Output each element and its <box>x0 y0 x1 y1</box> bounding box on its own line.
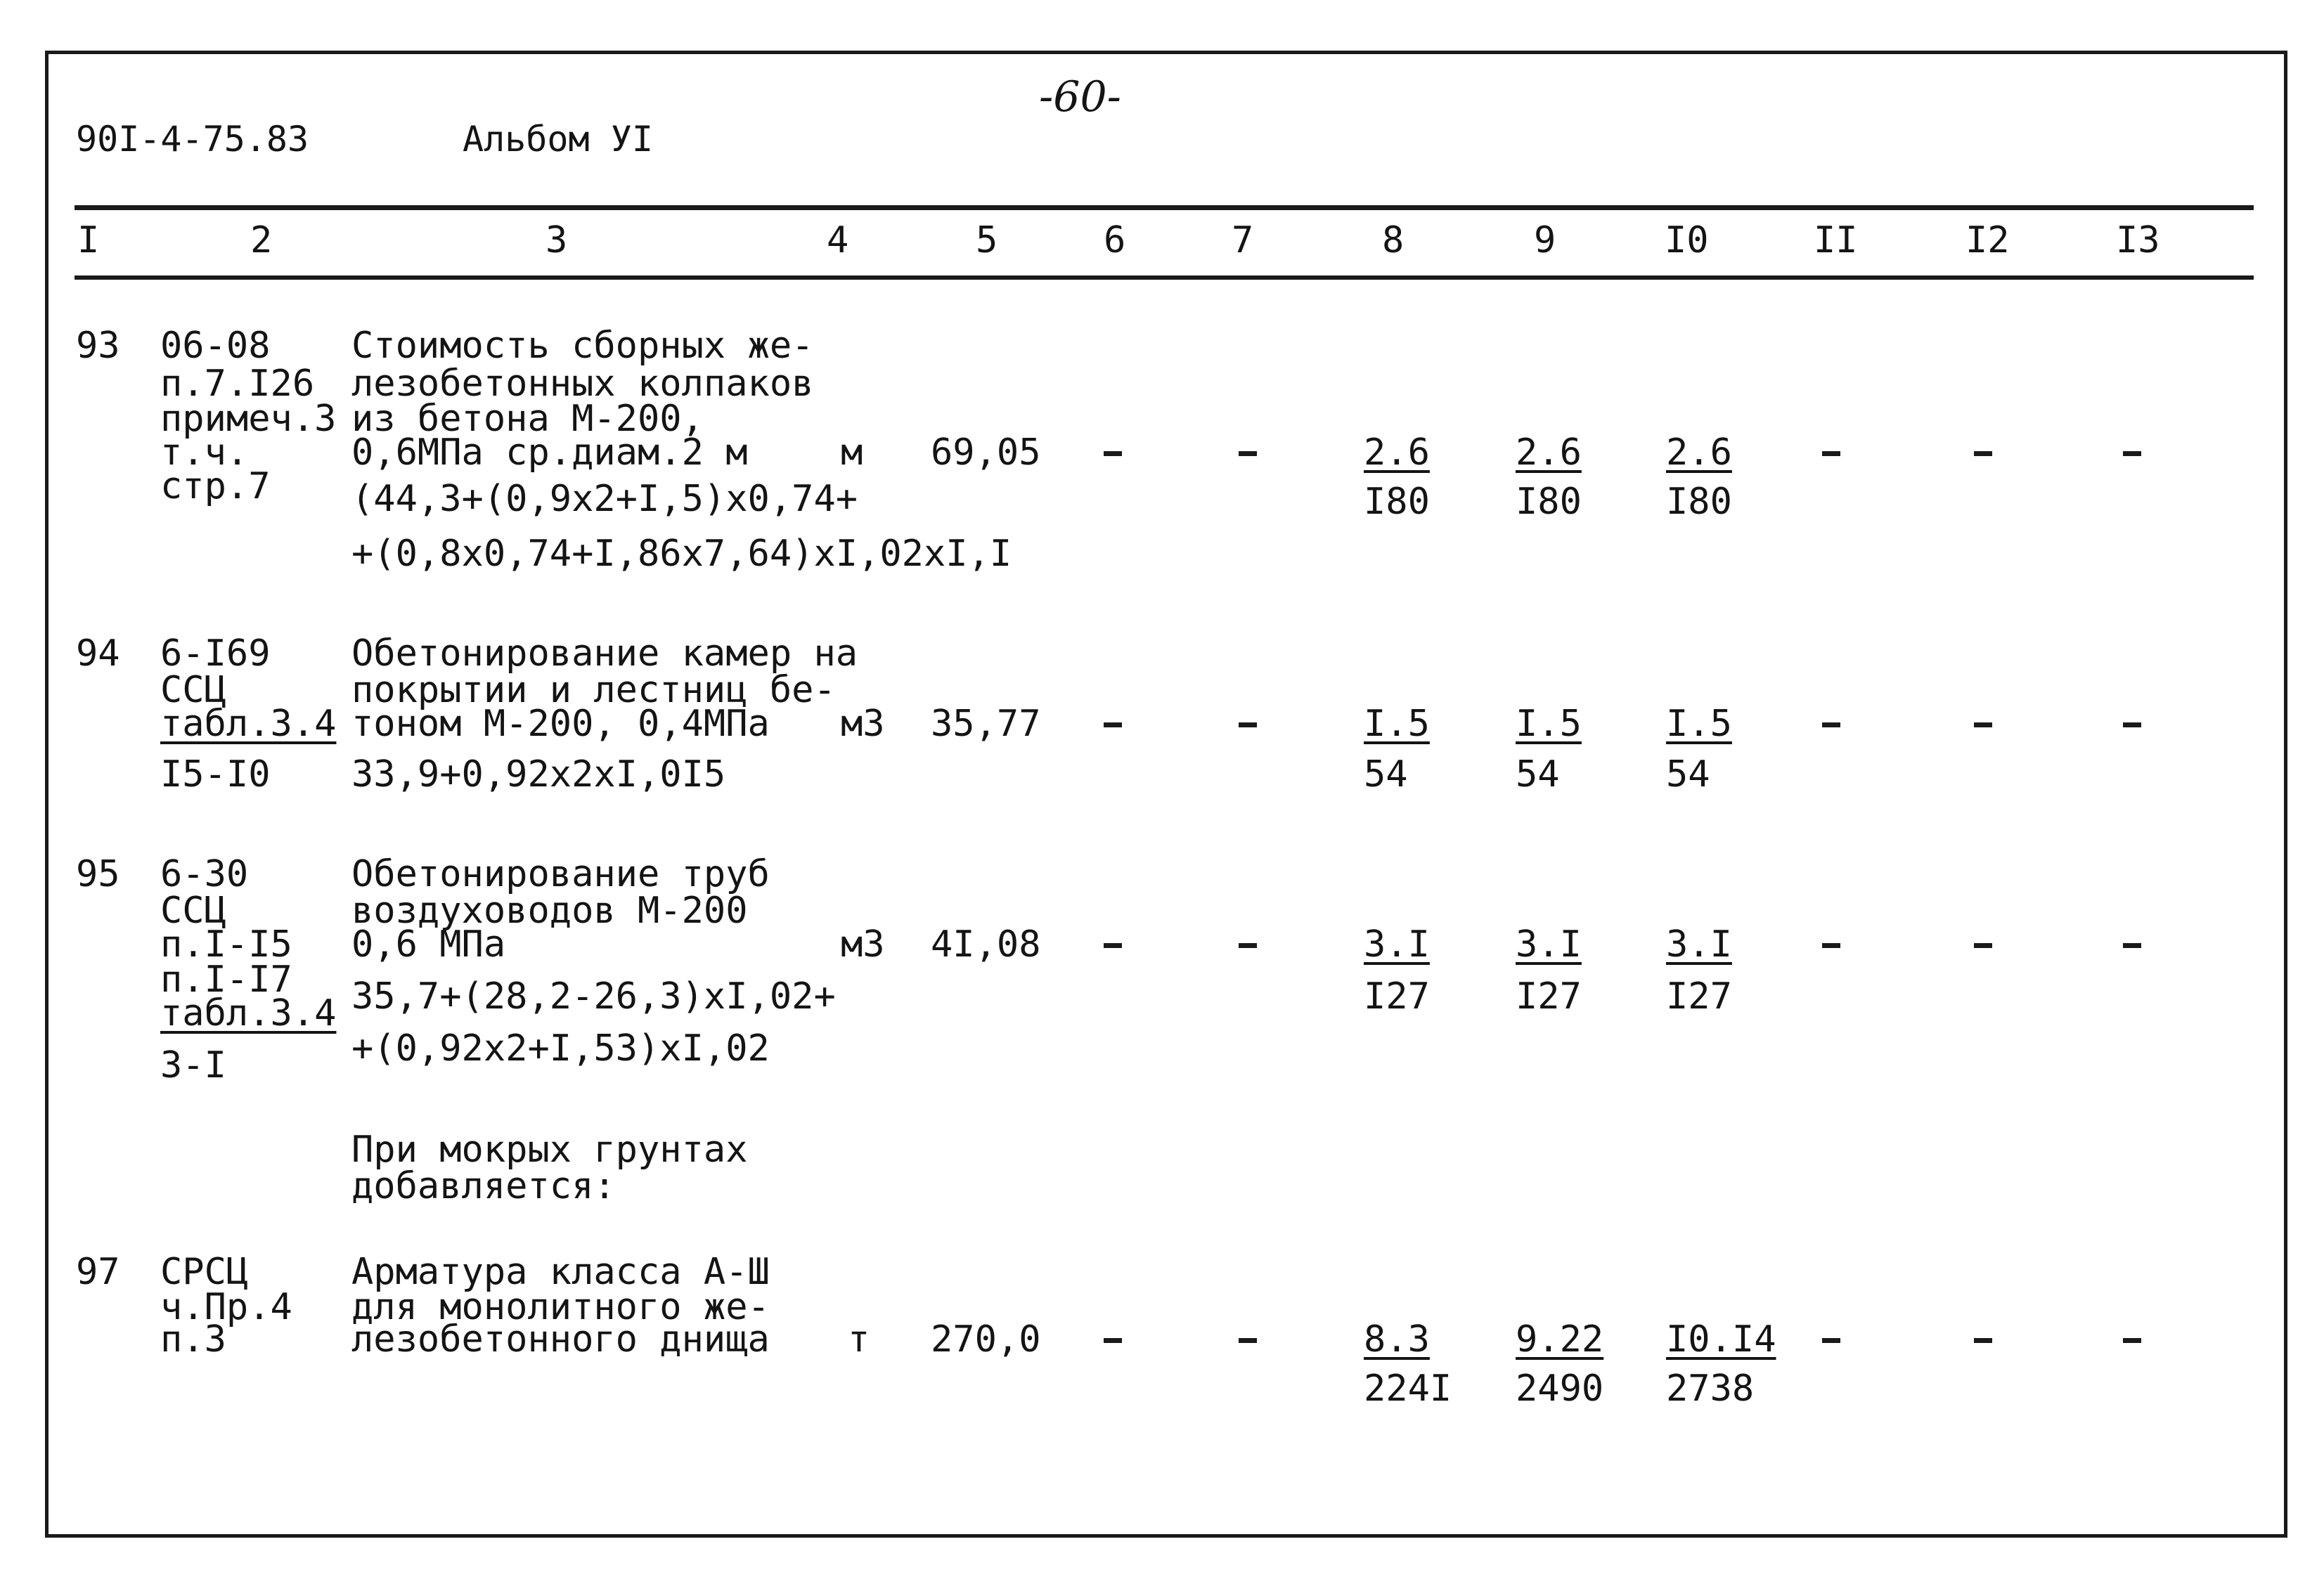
empty-cell-dash <box>2123 722 2141 727</box>
fraction-bottom: I27 <box>1666 975 1732 1018</box>
unit-cell: м3 <box>841 923 885 966</box>
document-code: 90I-4-75.83 <box>76 119 309 160</box>
empty-cell-dash <box>1104 722 1122 727</box>
column-number: 7 <box>1232 219 1254 261</box>
empty-cell-dash <box>1104 1338 1122 1343</box>
column-number: I3 <box>2116 219 2160 261</box>
column-number: 9 <box>1534 219 1556 261</box>
reference-line: 06-08 <box>160 325 271 367</box>
fraction-top: 3.I <box>1516 923 1582 966</box>
formula-line: +(0,8x0,74+I,86x7,64)xI,02xI,I <box>351 533 1012 575</box>
reference-line: п.I-I7 <box>160 959 292 1001</box>
empty-cell-dash <box>2123 451 2141 456</box>
unit-cell: м <box>841 431 863 474</box>
empty-cell-dash <box>1239 451 1257 456</box>
reference-line: примеч.3 <box>160 398 337 440</box>
unit-cell: м3 <box>841 703 885 745</box>
fraction-bottom: 2490 <box>1516 1368 1604 1410</box>
description-line: Стоимость сборных же- <box>351 325 814 367</box>
column-number: II <box>1814 219 1858 261</box>
fraction-top: 9.22 <box>1516 1318 1604 1361</box>
row-number: 94 <box>76 632 120 675</box>
description-line: лезобетонного днища <box>351 1318 770 1361</box>
fraction-top: 8.3 <box>1364 1318 1430 1361</box>
unit-cell: т <box>848 1318 870 1361</box>
empty-cell-dash <box>1822 943 1840 948</box>
fraction-top: I.5 <box>1516 703 1582 745</box>
description-line: тоном М-200, 0,4МПа <box>351 703 770 745</box>
description-line: 0,6МПа ср.диам.2 м <box>351 431 748 474</box>
empty-cell-dash <box>1974 722 1992 727</box>
reference-line: 6-I69 <box>160 632 271 675</box>
fraction-top: 2.6 <box>1666 431 1732 474</box>
quantity-cell: 35,77 <box>931 703 1041 745</box>
header-rule-bottom <box>75 275 2254 280</box>
empty-cell-dash <box>1974 1338 1992 1343</box>
note-line: добавляется: <box>351 1165 616 1207</box>
empty-cell-dash <box>1239 943 1257 948</box>
reference-line: п.3 <box>160 1318 226 1361</box>
column-number: 6 <box>1104 219 1126 261</box>
fraction-top: 2.6 <box>1364 431 1430 474</box>
empty-cell-dash <box>1974 943 1992 948</box>
quantity-cell: 4I,08 <box>931 923 1041 966</box>
column-number: I <box>77 219 100 261</box>
empty-cell-dash <box>1822 1338 1840 1343</box>
reference-line: табл.3.4 <box>160 703 337 745</box>
description-line: воздуховодов М-200 <box>351 890 748 932</box>
reference-line: ч.Пр.4 <box>160 1286 292 1328</box>
reference-line: п.7.I26 <box>160 363 315 405</box>
empty-cell-dash <box>2123 943 2141 948</box>
description-line: лезобетонных колпаков <box>351 363 814 405</box>
reference-line: 3-I <box>160 1044 226 1086</box>
reference-line: СРСЦ <box>160 1251 249 1293</box>
description-line: 0,6 МПа <box>351 923 506 966</box>
reference-line: ССЦ <box>160 890 226 932</box>
column-number: I0 <box>1665 219 1709 261</box>
reference-line: I5-I0 <box>160 753 271 796</box>
description-line: из бетона М-200, <box>351 398 704 440</box>
fraction-top: I.5 <box>1364 703 1430 745</box>
description-line: Обетонирование камер на <box>351 632 858 675</box>
row-number: 93 <box>76 325 120 367</box>
description-line: покрытии и лестниц бе- <box>351 669 836 711</box>
empty-cell-dash <box>1974 451 1992 456</box>
reference-line: т.ч. <box>160 431 249 474</box>
empty-cell-dash <box>1239 1338 1257 1343</box>
page-number: -60- <box>1039 72 1121 122</box>
fraction-bottom: I80 <box>1516 481 1582 523</box>
fraction-top: 3.I <box>1666 923 1732 966</box>
formula-line: +(0,92x2+I,53)xI,02 <box>351 1027 770 1070</box>
column-number: 4 <box>827 219 849 261</box>
description-line: Арматура класса А-Ш <box>351 1251 770 1293</box>
reference-line: стр.7 <box>160 465 271 507</box>
row-number: 97 <box>76 1251 120 1293</box>
column-number: I2 <box>1965 219 2010 261</box>
fraction-top: I.5 <box>1666 703 1732 745</box>
empty-cell-dash <box>2123 1338 2141 1343</box>
reference-line: ССЦ <box>160 669 226 711</box>
fraction-bottom: I80 <box>1666 481 1732 523</box>
formula-line: 35,7+(28,2-26,3)xI,02+ <box>351 975 836 1018</box>
empty-cell-dash <box>1822 722 1840 727</box>
album-label: Альбом УI <box>463 119 653 160</box>
fraction-top: I0.I4 <box>1666 1318 1776 1361</box>
column-number: 5 <box>976 219 998 261</box>
description-line: для монолитного же- <box>351 1286 770 1328</box>
column-number: 8 <box>1382 219 1405 261</box>
reference-line: п.I-I5 <box>160 923 292 966</box>
fraction-top: 3.I <box>1364 923 1430 966</box>
quantity-cell: 69,05 <box>931 431 1041 474</box>
empty-cell-dash <box>1104 451 1122 456</box>
empty-cell-dash <box>1822 451 1840 456</box>
description-line: Обетонирование труб <box>351 853 770 895</box>
fraction-top: 2.6 <box>1516 431 1582 474</box>
reference-line: табл.3.4 <box>160 992 337 1034</box>
column-number: 3 <box>546 219 568 261</box>
fraction-bottom: 2738 <box>1666 1368 1755 1410</box>
quantity-cell: 270,0 <box>931 1318 1041 1361</box>
fraction-bottom: 224I <box>1364 1368 1452 1410</box>
fraction-bottom: 54 <box>1516 753 1560 796</box>
row-number: 95 <box>76 853 120 895</box>
fraction-bottom: 54 <box>1666 753 1710 796</box>
reference-line: 6-30 <box>160 853 249 895</box>
header-rule-top <box>75 205 2254 210</box>
formula-line: (44,3+(0,9x2+I,5)x0,74+ <box>351 478 858 520</box>
formula-line: 33,9+0,92x2xI,0I5 <box>351 753 726 796</box>
fraction-bottom: I27 <box>1516 975 1582 1018</box>
empty-cell-dash <box>1239 722 1257 727</box>
fraction-bottom: 54 <box>1364 753 1408 796</box>
note-line: При мокрых грунтах <box>351 1129 748 1171</box>
empty-cell-dash <box>1104 943 1122 948</box>
column-number: 2 <box>250 219 273 261</box>
fraction-bottom: I27 <box>1364 975 1430 1018</box>
fraction-bottom: I80 <box>1364 481 1430 523</box>
